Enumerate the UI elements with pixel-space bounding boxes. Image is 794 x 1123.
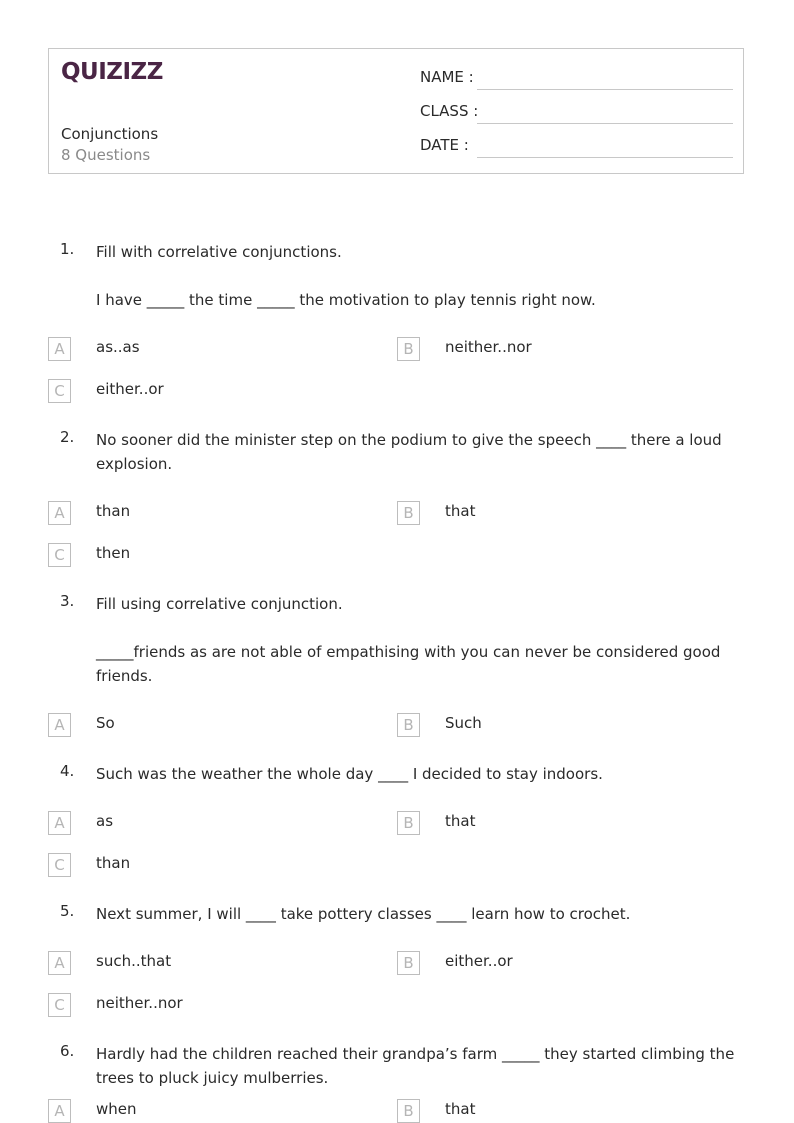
- option-text: when: [96, 1100, 137, 1118]
- option-letter-box: A: [48, 713, 71, 737]
- question-text: [96, 240, 736, 312]
- option-letter-box: B: [397, 501, 420, 525]
- option-letter-box: C: [48, 543, 71, 567]
- question-number: 5.: [60, 902, 75, 920]
- option-text: then: [96, 544, 131, 562]
- question-text: [96, 428, 736, 476]
- question-text: [96, 902, 736, 926]
- option-text: than: [96, 502, 131, 520]
- quizizz-logo: QUIZIZZ: [61, 59, 163, 85]
- option-letter-box: A: [48, 1099, 71, 1123]
- option-letter-box: A: [48, 501, 71, 525]
- question-line: Fill with correlative conjunctions.: [96, 243, 342, 261]
- option-text: as: [96, 812, 114, 830]
- option-text: such..that: [96, 952, 172, 970]
- question-line: I have _____ the time _____ the motivation to play tennis right now.: [96, 291, 596, 309]
- question-line: Next summer, I will ____ take pottery classes ____ learn how to crochet.: [96, 905, 631, 923]
- question-number: 3.: [60, 592, 75, 610]
- option-text: that: [445, 502, 476, 520]
- date-line[interactable]: [477, 157, 733, 158]
- option-letter-box: A: [48, 337, 71, 361]
- question-line: Hardly had the children reached their grandpa’s farm _____ they started climbing the trees to pluck juicy mulberries.: [96, 1045, 735, 1087]
- option-letter-box: B: [397, 811, 420, 835]
- question-number: 1.: [60, 240, 75, 258]
- question-text: [96, 592, 736, 688]
- option-text: as..as: [96, 338, 140, 356]
- option-text: So: [96, 714, 115, 732]
- question-line: Fill using correlative conjunction.: [96, 595, 343, 613]
- question-count: 8 Questions: [61, 146, 151, 164]
- name-label: NAME :: [420, 68, 474, 86]
- option-letter-box: B: [397, 951, 420, 975]
- option-text: that: [445, 1100, 476, 1118]
- class-line[interactable]: [477, 123, 733, 124]
- question-line: No sooner did the minister step on the podium to give the speech ____ there a loud explosion.: [96, 431, 722, 473]
- option-text: than: [96, 854, 131, 872]
- question-number: 6.: [60, 1042, 75, 1060]
- question-line: _____friends as are not able of empathising with you can never be considered good friends.: [96, 643, 721, 685]
- option-text: either..or: [96, 380, 164, 398]
- option-text: that: [445, 812, 476, 830]
- date-label: DATE :: [420, 136, 469, 154]
- option-text: neither..nor: [96, 994, 183, 1012]
- option-letter-box: C: [48, 379, 71, 403]
- option-text: either..or: [445, 952, 513, 970]
- question-text: [96, 1042, 736, 1090]
- option-letter-box: C: [48, 853, 71, 877]
- option-letter-box: B: [397, 713, 420, 737]
- question-number: 2.: [60, 428, 75, 446]
- name-line[interactable]: [477, 89, 733, 90]
- worksheet-header: [48, 48, 744, 174]
- class-label: CLASS :: [420, 102, 479, 120]
- option-letter-box: A: [48, 951, 71, 975]
- option-text: neither..nor: [445, 338, 532, 356]
- question-text: [96, 762, 736, 786]
- option-letter-box: C: [48, 993, 71, 1017]
- question-number: 4.: [60, 762, 75, 780]
- option-text: Such: [445, 714, 482, 732]
- option-letter-box: A: [48, 811, 71, 835]
- option-letter-box: B: [397, 1099, 420, 1123]
- worksheet-title: Conjunctions: [61, 125, 159, 143]
- option-letter-box: B: [397, 337, 420, 361]
- question-line: Such was the weather the whole day ____ I decided to stay indoors.: [96, 765, 603, 783]
